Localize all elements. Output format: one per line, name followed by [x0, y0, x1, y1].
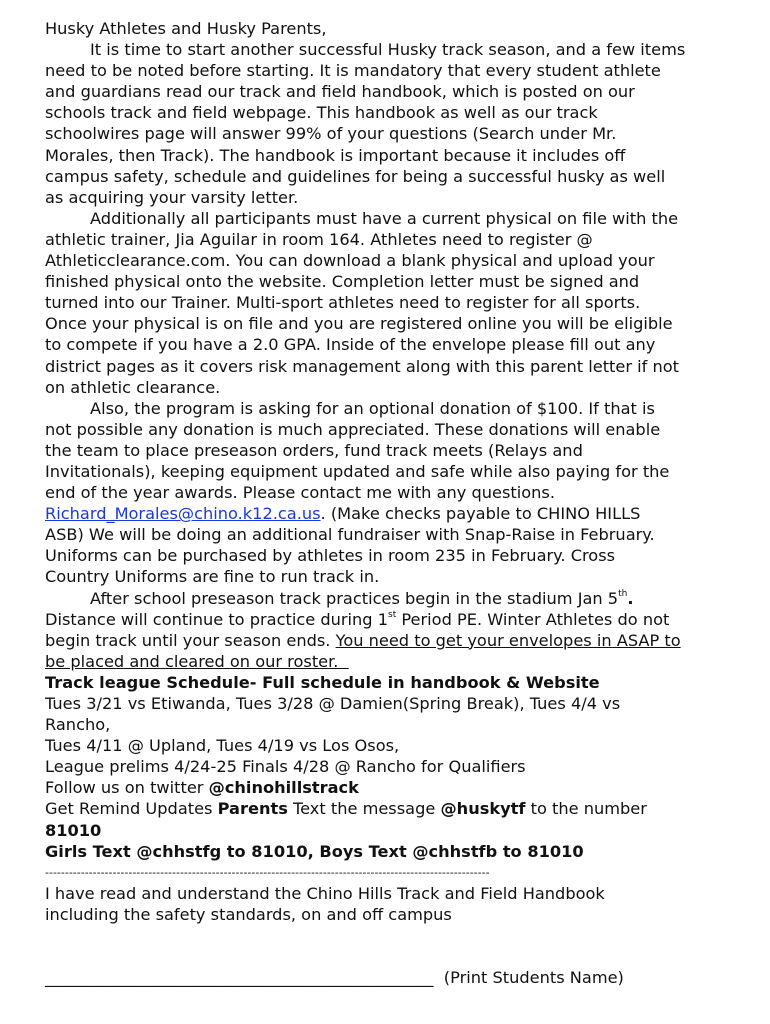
underlined-text: be placed and cleared on our roster. [45, 651, 349, 671]
spacer [45, 925, 745, 967]
paragraph-text: Text the message [287, 799, 441, 819]
paragraph-line: athletic trainer, Jia Aguilar in room 164. Athletes need to register @ [45, 229, 593, 249]
paragraph-line [45, 503, 745, 524]
paragraph-text: Period PE. Winter Athletes do not [396, 609, 670, 629]
paragraph-handbook [45, 39, 745, 208]
paragraph-donation [45, 398, 745, 588]
paragraph-line [45, 630, 745, 651]
twitter-line [45, 777, 745, 798]
paragraph-text: Distance will continue to practice during 1 [45, 609, 388, 629]
signature-label: (Print Students Name) [433, 968, 624, 988]
schedule-heading: Track league Schedule- Full schedule in handbook & Website [45, 672, 600, 692]
paragraph-line: Uniforms can be purchased by athletes in room 235 in February. Cross [45, 546, 616, 566]
paragraph-text: . (Make checks payable to CHINO HILLS [320, 504, 641, 524]
paragraph-text: begin track until your season ends. [45, 630, 336, 650]
paragraph-line: need to be noted before starting. It is mandatory that every student athlete [45, 61, 661, 81]
paragraph-line: Invitationals), keeping equipment updated and safe while also paying for the [45, 461, 670, 481]
paragraph-line: district pages as it covers risk management along with this parent letter if not [45, 356, 679, 376]
paragraph-line [45, 651, 745, 672]
paragraph-line: ASB) We will be doing an additional fundraiser with Snap-Raise in February. [45, 525, 655, 545]
schedule-line: Tues 3/21 vs Etiwanda, Tues 3/28 @ Damien(Spring Break), Tues 4/4 vs [45, 694, 621, 713]
paragraph-line: turned into our Trainer. Multi-sport athletes need to register for all sports. [45, 293, 641, 313]
schedule-line: Rancho, [45, 715, 111, 735]
schedule-line: League prelims 4/24-25 Finals 4/28 @ Rancho for Qualifiers [45, 757, 526, 777]
paragraph-line: Morales, then Track). The handbook is important because it includes off [45, 145, 626, 165]
paragraph-line: to compete if you have a 2.0 GPA. Inside of the envelope please fill out any [45, 335, 656, 355]
acknowledgement-line: including the safety standards, on and off campus [45, 904, 452, 924]
paragraph-line: on athletic clearance. [45, 377, 221, 397]
underlined-text: You need to get your envelopes in ASAP to [335, 630, 681, 650]
acknowledgement-line: I have read and understand the Chino Hills Track and Field Handbook [45, 883, 605, 903]
paragraph-line: finished physical onto the website. Completion letter must be signed and [45, 272, 640, 292]
signature-blank[interactable]: ________________________________________________ [45, 968, 434, 988]
letter-document [45, 18, 745, 988]
paragraph-line: as acquiring your varsity letter. [45, 187, 299, 207]
paragraph-line: It is time to start another successful Husky track season, and a few items [90, 40, 686, 60]
girls-boys-text-line: Girls Text @chhstfg to 81010, Boys Text @chhstfb to 81010 [45, 841, 584, 861]
paragraph-line: end of the year awards. Please contact me with any questions. [45, 483, 555, 503]
paragraph-line: Also, the program is asking for an optional donation of $100. If that is [90, 398, 655, 418]
paragraph-text: After school preseason track practices begin in the stadium Jan 5 [90, 588, 619, 608]
paragraph-line: Once your physical is on file and you are registered online you will be eligible [45, 314, 673, 334]
paragraph-practice [45, 588, 745, 672]
paragraph-physical [45, 208, 745, 398]
ordinal-suffix: st [388, 610, 397, 621]
paragraph-line: Additionally all participants must have a current physical on file with the [90, 208, 679, 228]
paragraph-line [45, 588, 745, 609]
greeting: Husky Athletes and Husky Parents, [45, 19, 327, 38]
paragraph-line: schools track and field webpage. This handbook as well as our track [45, 103, 598, 123]
paragraph-text: Follow us on twitter [45, 778, 209, 798]
schedule-line: Tues 4/11 @ Upland, Tues 4/19 vs Los Osos, [45, 736, 400, 756]
paragraph-line: not possible any donation is much appreciated. These donations will enable [45, 419, 661, 439]
ordinal-suffix: th [618, 589, 628, 600]
paragraph-text: to the number [525, 799, 647, 819]
remind-line [45, 798, 745, 819]
remind-message: @huskytf [440, 799, 526, 819]
divider: ---------------------------------------------------------------------------------------------------------------- [45, 865, 490, 879]
paragraph-line: schoolwires page will answer 99% of your questions (Search under Mr. [45, 124, 617, 144]
remind-number: 81010 [45, 820, 102, 840]
paragraph-line [45, 609, 745, 630]
twitter-handle: @chinohillstrack [208, 778, 359, 798]
paragraph-line: campus safety, schedule and guidelines for being a successful husky as well [45, 166, 666, 186]
paragraph-text: . [627, 588, 634, 608]
remind-audience: Parents [217, 799, 288, 819]
paragraph-line: and guardians read our track and field handbook, which is posted on our [45, 82, 635, 102]
signature-line [45, 967, 745, 988]
paragraph-line: Country Uniforms are fine to run track in. [45, 567, 380, 587]
paragraph-line: Athleticclearance.com. You can download a blank physical and upload your [45, 251, 655, 271]
email-link[interactable]: Richard_Morales@chino.k12.ca.us [45, 504, 321, 524]
paragraph-text: Get Remind Updates [45, 799, 218, 819]
paragraph-line: the team to place preseason orders, fund track meets (Relays and [45, 440, 583, 460]
